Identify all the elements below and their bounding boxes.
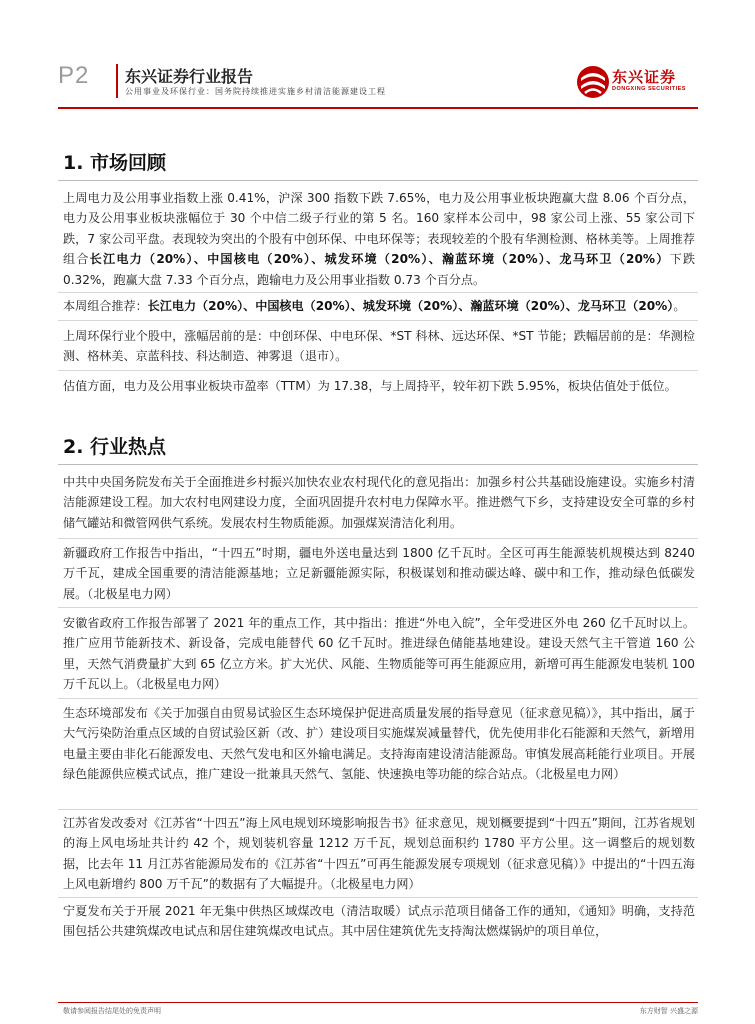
paragraph-market-review (63, 188, 695, 290)
divider (58, 698, 698, 699)
section-1-rule (58, 180, 698, 181)
p1-portfolio: 长江电力（20%）、中国核电（20%）、城发环境（20%）、瀚蓝环境（20%）、龙马环卫（20%） (89, 252, 670, 267)
section-2-rule (58, 464, 698, 465)
report-title: 东兴证券行业报告 (125, 67, 254, 86)
page-number: P2 (58, 62, 90, 89)
section-2-title: 2. 行业热点 (63, 436, 167, 458)
divider (58, 607, 698, 608)
section-1-title: 1. 市场回顾 (63, 152, 167, 174)
divider (58, 292, 698, 293)
divider (58, 809, 698, 810)
paragraph-valuation: 估值方面，电力及公用事业板块市盈率（TTM）为 17.38，与上周持平，较年初下跌 5.95%，板块估值处于低位。 (63, 379, 677, 393)
divider (58, 370, 698, 371)
news-item: 江苏省发改委对《江苏省“十四五”海上风电规划环境影响报告书》征求意见，规划概要提到“十四五”期间，江苏省规划的海上风电场址共计约 42 个，规划装机容量 1212 万千瓦，规划总面积约 1780 平方公里。这一调整后的规划数据，比去年 11 月江苏省能源局发布的《江苏省“十四五”可再生能源发展专项规划（征求意见稿）》中提出的“十四五海上风电新增约 800 万千瓦”的数据有了大幅提升。（北极星电力网） (63, 816, 695, 892)
logo-text: 东兴证券 (612, 68, 677, 86)
paragraph-env-stocks: 上周环保行业个股中，涨幅居前的是：中创环保、中电环保、*ST 科林、远达环保、*ST 节能；跌幅居前的是：华测检测、格林美、京蓝科技、科达制造、神雾退（退市）。 (63, 329, 695, 364)
divider (58, 538, 698, 539)
logo-english: DONGXING SECURITIES (612, 86, 686, 92)
divider (58, 320, 698, 321)
news-item: 宁夏发布关于开展 2021 年无集中供热区域煤改电（清洁取暖）试点示范项目储备工作的通知，《通知》明确，支持范围包括公共建筑煤改电试点和居住建筑煤改电试点。其中居住建筑优先支持淘汰燃煤锅炉的项目单位， (63, 904, 695, 939)
news-item: 安徽省政府工作报告部署了 2021 年的重点工作，其中指出：推进“外电入皖”，全年受进区外电 260 亿千瓦时以上。推广应用节能新技术、新设备，完成电能替代 60 亿千瓦时。推进绿色储能基地建设。建设天然气主干管道 160 公里，天然气消费量扩大到 65 亿立方米。扩大光伏、风能、生物质能等可再生能源应用，新增可再生能源发电装机 100 万千瓦以上。（北极星电力网） (63, 616, 695, 692)
p2-text-2: 。 (673, 299, 686, 313)
footer-slogan: 东方财智 兴盛之源 (639, 1007, 698, 1015)
footer-rule (58, 1002, 698, 1003)
news-item: 新疆政府工作报告中指出，“十四五”时期，疆电外送电量达到 1800 亿千瓦时。全区可再生能源装机规模达到 8240 万千瓦，建成全国重要的清洁能源基地；立足新疆能源实际，积极谋划和推动碳达峰、碳中和工作，推动绿色低碳发展。（北极星电力网） (63, 546, 695, 601)
divider (58, 897, 698, 898)
footer-disclaimer: 敬请参阅报告结尾处的免责声明 (63, 1007, 161, 1015)
header-rule (58, 107, 698, 109)
p2-text-1: 本周组合推荐： (63, 299, 148, 313)
news-item: 中共中央国务院发布关于全面推进乡村振兴加快农业农村现代化的意见指出：加强乡村公共基础设施建设。实施乡村清洁能源建设工程。加大农村电网建设力度，全面巩固提升农村电力保障水平。推进燃气下乡，支持建设安全可靠的乡村储气罐站和微管网供气系统。发展农村生物质能源。加强煤炭清洁化利用。 (63, 475, 695, 530)
report-subtitle: 公用事业及环保行业：国务院持续推进实施乡村清洁能源建设工程 (125, 87, 386, 96)
p2-portfolio: 长江电力（20%）、中国核电（20%）、城发环境（20%）、瀚蓝环境（20%）、龙马环卫（20%） (147, 299, 674, 313)
news-item: 生态环境部发布《关于加强自由贸易试验区生态环境保护促进高质量发展的指导意见（征求意见稿）》，其中指出，属于大气污染防治重点区域的自贸试验区新（改、扩）建设项目实施煤炭减量替代，优先使用非化石能源和天然气，新增用电量主要由非化石能源发电、天然气发电和区外输电满足。支持海南建设清洁能源岛。审慎发展高耗能行业项目。开展绿色能源供应模式试点，推广建设一批兼具天然气、氢能、快速换电等功能的综合站点。（北极星电力网） (63, 706, 695, 782)
p1-text-2: 下跌 0.32%，跑赢大盘 7.33 个百分点，跑输电力及公用事业指数 0.73 个百分点。 (63, 252, 695, 287)
p1-text-1: 上周电力及公用事业指数上涨 0.41%，沪深 300 指数下跌 7.65%，电力及公用事业板块跑赢大盘 8.06 个百分点，电力及公用事业板块涨幅位于 30 个中信二级子行业的第 5 名。160 家样本公司中，98 家公司上涨、55 家公司下跌，7 家公司平盘。表现较为突出的个股有中创环保、中电环保等；表现较差的个股有华测检测、格林美等。上周推荐组合 (63, 191, 695, 267)
paragraph-portfolio (63, 296, 695, 316)
header-divider (116, 64, 118, 98)
